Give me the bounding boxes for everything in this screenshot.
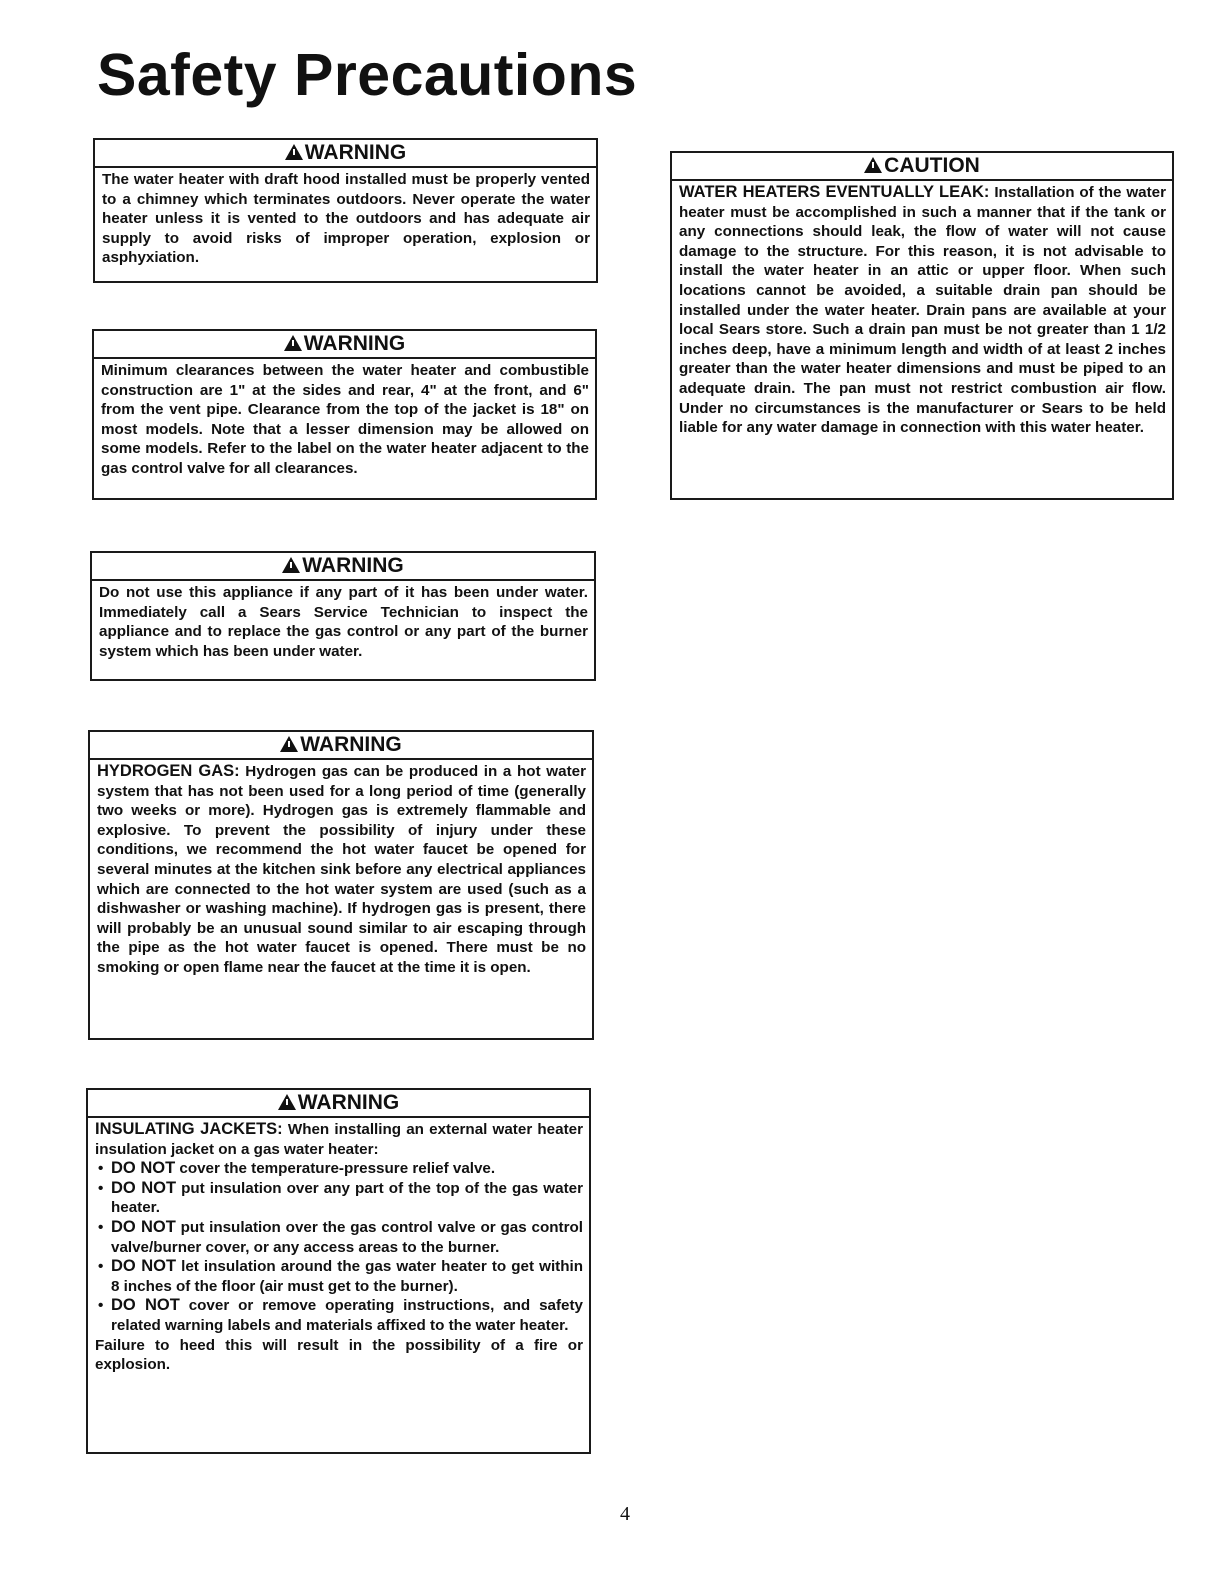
warning-body [94, 359, 595, 483]
warning-header [88, 1090, 589, 1118]
list-item-text: cover or remove operating instructions, and safety related warning labels and materials affixed to the water heater. [111, 1297, 583, 1334]
do-not-label: DO NOT [111, 1159, 176, 1178]
caution-triangle-icon [864, 157, 882, 173]
list-item-text: cover the temperature-pressure relief valve. [175, 1160, 496, 1178]
warning-body [92, 581, 594, 665]
caution-text-body: Installation of the water heater must be accomplished in such a manner that if the tank or any connections should leak, the flow of water will not cause damage to the structure. For this reason, it is not advisable to install the water heater in an attic or upper floor. When such locations cannot be avoided, a suitable drain pan should be installed under the water heater. Drain pans are available at your local Sears store. Such a drain pan must be not greater than 1 1/2 inches deep, have a minimum length and width of at least 2 inches greater than the water heater dimensions and must be piped to an adequate drain. The pan must not restrict combustion air flow. Under no circumstances is the manufacturer or Sears to be held liable for any water damage in connection with this water heater. [679, 184, 1166, 437]
warning-box-insulating-jackets [86, 1088, 591, 1454]
warning-header-label: WARNING [300, 733, 402, 756]
caution-header [672, 153, 1172, 181]
warning-box-flood [90, 551, 596, 681]
warning-text: Minimum clearances between the water heater and combustible construction are 1" at the sides and rear, 4" at the front, and 6" from the vent pipe. Clearance from the top of the jacket is 18" on most models. Note that a lesser dimension may be allowed on some models. Refer to the label on the water heater adjacent to the gas control valve for all clearances. [101, 362, 589, 477]
warning-text [97, 762, 586, 978]
warning-header [90, 732, 592, 760]
warning-header [95, 140, 596, 168]
do-not-label: DO NOT [111, 1217, 176, 1236]
caution-body [672, 181, 1172, 442]
warning-lead: INSULATING JACKETS: [95, 1120, 283, 1138]
warning-body [95, 168, 596, 272]
list-item-text: put insulation over any part of the top of the gas water heater. [111, 1179, 583, 1217]
warning-intro [95, 1120, 583, 1159]
warning-header [92, 553, 594, 581]
warning-footer: Failure to heed this will result in the possibility of a fire or explosion. [95, 1336, 583, 1374]
list-item [95, 1296, 583, 1335]
warning-header-label: WARNING [304, 141, 407, 164]
warning-intro-text: When installing an external water heater insulation jacket on a gas water heater: [95, 1121, 583, 1158]
warning-header-label: WARNING [302, 554, 404, 577]
list-item [95, 1257, 583, 1296]
list-item-text: put insulation over the gas control valve or gas control valve/burner cover, or any access areas to the burner. [111, 1218, 583, 1256]
warning-body [88, 1118, 589, 1379]
caution-box-leak [670, 151, 1174, 500]
warning-triangle-icon [285, 144, 303, 160]
warning-text: The water heater with draft hood installed must be properly vented to a chimney which terminates outdoors. Never operate the water heater unless it is vented to the outdoors and has adequate air supply to avoid risks of improper operation, explosion or asphyxiation. [102, 171, 590, 267]
do-not-label: DO NOT [111, 1257, 177, 1276]
warning-text-body: Hydrogen gas can be produced in a hot water system that has not been used for a long period of time (generally two weeks or more). Hydrogen gas is extremely flammable and explosive. To prevent the possibility of injury under these conditions, we recommend the hot water faucet be opened for several minutes at the kitchen sink before any electrical appliances which are connected to the hot water system are used (such as a dishwasher or washing machine). If hydrogen gas is present, there will probably be an unusual sound similar to air escaping through the pipe as the hot water faucet is opened. There must be no smoking or open flame near the faucet at the time it is open. [97, 763, 586, 976]
do-not-list [95, 1159, 583, 1335]
page-number: 4 [620, 1503, 630, 1525]
warning-header-label: WARNING [303, 332, 406, 355]
list-item [95, 1159, 583, 1179]
caution-header-label: CAUTION [884, 154, 980, 177]
warning-triangle-icon [284, 335, 302, 351]
page-title: Safety Precautions [97, 42, 638, 108]
do-not-label: DO NOT [111, 1178, 177, 1197]
list-item [95, 1179, 583, 1218]
caution-lead: WATER HEATERS EVENTUALLY LEAK: [679, 183, 990, 201]
warning-box-clearances [92, 329, 597, 500]
warning-triangle-icon [282, 557, 300, 573]
warning-lead: HYDROGEN GAS: [97, 762, 240, 780]
warning-box-hydrogen [88, 730, 594, 1040]
caution-text [679, 183, 1166, 438]
warning-box-venting [93, 138, 598, 283]
list-item [95, 1218, 583, 1257]
warning-header [94, 331, 595, 359]
warning-triangle-icon [280, 736, 298, 752]
warning-text: Do not use this appliance if any part of it has been under water. Immediately call a Sears Service Technician to inspect the appliance and to replace the gas control or any part of the burner system which has been under water. [99, 584, 588, 660]
do-not-label: DO NOT [111, 1296, 180, 1315]
list-item-text: let insulation around the gas water heater to get within 8 inches of the floor (air must get to the burner). [111, 1258, 583, 1295]
warning-body [90, 760, 592, 982]
warning-header-label: WARNING [297, 1091, 400, 1114]
warning-triangle-icon [278, 1094, 296, 1110]
